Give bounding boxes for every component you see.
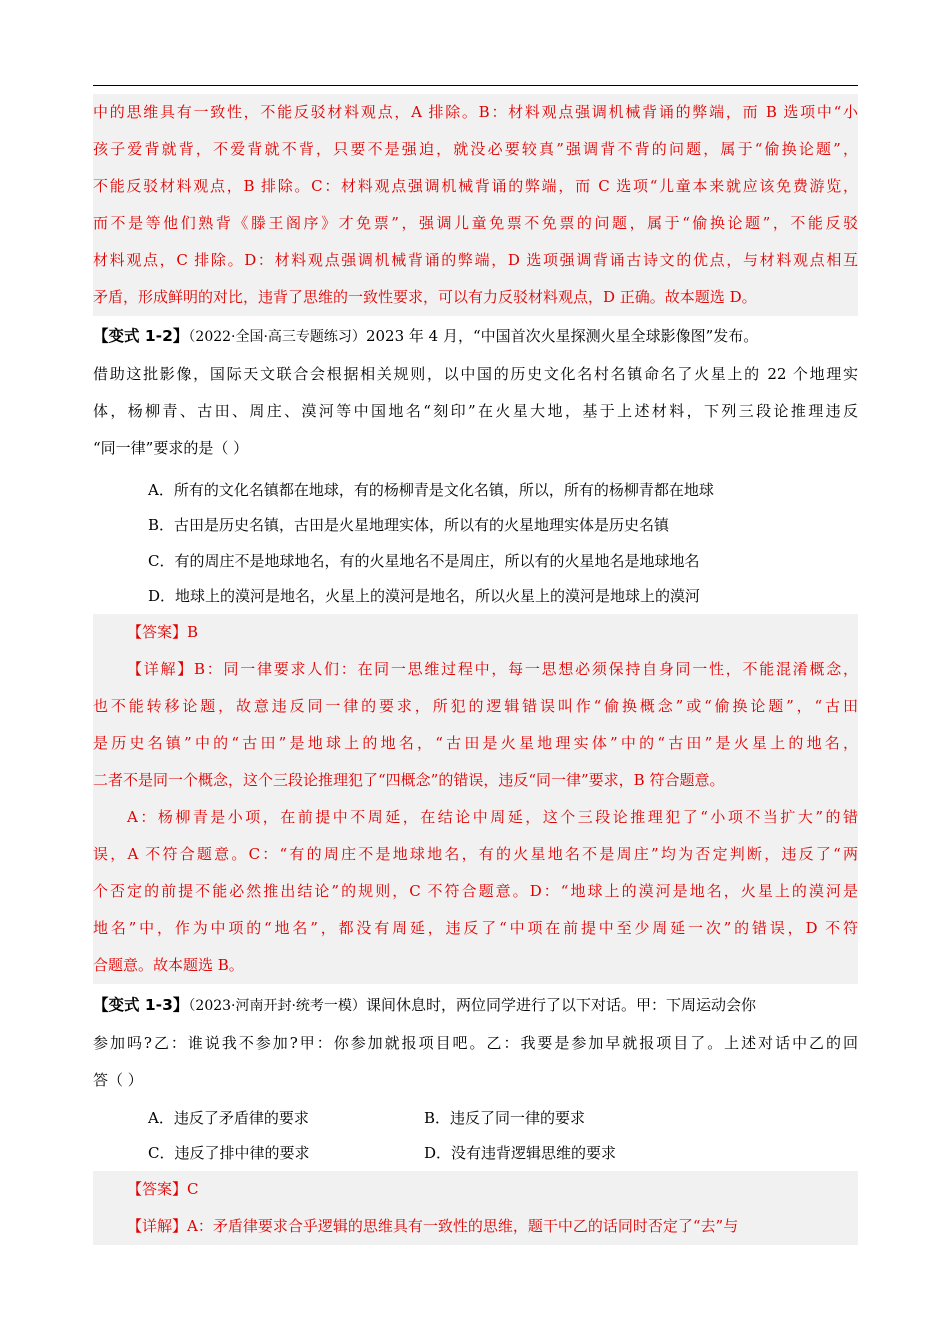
answer-line: [93, 1171, 858, 1208]
explanation-continued: [93, 94, 858, 316]
question-stem-line: 参加吗?乙：谁说我不参加?甲：你参加就报项目吧。乙：我要是参加早就报项目了。上述对话中乙的回: [93, 1034, 858, 1052]
question-stem-text: 课间休息时，两位同学进行了以下对话。甲：下周运动会你: [365, 996, 756, 1014]
detail-line: 地名”中，作为中项的“地名”，都没有周延，违反了“中项在前提中至少周延一次”的错误，D 不符: [93, 919, 858, 937]
header-rule: [93, 85, 858, 86]
option-c: C．有的周庄不是地球地名，有的火星地名不是周庄，所以有的火星地名是地球地名: [148, 552, 700, 570]
question-1-3: [93, 987, 858, 1099]
detail-line: 个否定的前提不能必然推出结论”的规则，C 不符合题意。D：“地球上的漠河是地名，火星上的漠河是: [93, 882, 858, 900]
option-b: B．违反了同一律的要求: [424, 1109, 586, 1127]
answer-label: 【答案】: [127, 1180, 188, 1198]
explanation-line: 中的思维具有一致性，不能反驳材料观点，A 排除。B：材料观点强调机械背诵的弊端，而 B 选项中“小: [93, 103, 858, 121]
question-stem-text: 2023 年 4 月，“中国首次火星探测火星全球影像图”发布。: [365, 327, 759, 345]
detail-text: B：同一律要求人们：在同一思维过程中，每一思想必须保持自身同一性，不能混淆概念，: [193, 660, 858, 678]
answer-value: C: [187, 1180, 199, 1198]
question-label: 【变式 1-3】: [93, 996, 189, 1014]
explanation-line: 材料观点，C 排除。D：材料观点强调机械背诵的弊端，D 选项强调背诵古诗文的优点，与材料观点相互: [93, 251, 858, 269]
explanation-line: 孩子爱背就背，不爱背就不背，只要不是强迫，就没必要较真”强调背不背的问题，属于“偷换论题”，: [93, 140, 858, 158]
detail-line: 也不能转移论题，故意违反同一律的要求，所犯的逻辑错误叫作“偷换概念”或“偷换论题”，“古田: [93, 697, 858, 715]
answer-label: 【答案】: [127, 623, 188, 641]
question-1-2: [93, 318, 858, 467]
detail-first-line: [93, 1208, 858, 1245]
option-d: D．没有违背逻辑思维的要求: [424, 1144, 617, 1162]
question-stem-line: “同一律”要求的是（ ）: [93, 439, 249, 457]
explanation-line: 而不是等他们熟背《滕王阁序》才免票”，强调儿童免票不免票的问题，属于“偷换论题”，不能反驳: [93, 214, 858, 232]
detail-line: A：杨柳青是小项，在前提中不周延，在结论中周延，这个三段论推理犯了“小项不当扩大”的错: [127, 808, 858, 826]
question-source: （2022·全国·高三专题练习）: [188, 329, 366, 345]
detail-line: 合题意。故本题选 B。: [93, 956, 244, 974]
question-stem-line: 答（ ）: [93, 1071, 143, 1089]
question-stem-first-line: [93, 318, 858, 356]
detail-text: A：矛盾律要求合乎逻辑的思维具有一致性的思维，题干中乙的话同时否定了“去”与: [187, 1217, 739, 1235]
detail-label: 【详解】: [127, 660, 194, 678]
option-b: B．古田是历史名镇，古田是火星地理实体，所以有的火星地理实体是历史名镇: [148, 516, 670, 534]
answer-explanation-1-3: [93, 1171, 858, 1245]
question-stem-first-line: [93, 987, 858, 1025]
question-label: 【变式 1-2】: [93, 327, 189, 345]
question-stem-line: 借助这批影像，国际天文联合会根据相关规则，以中国的历史文化名村名镇命名了火星上的 22 个地理实: [93, 365, 858, 383]
answer-line: [93, 614, 858, 651]
option-d: D．地球上的漠河是地名，火星上的漠河是地名，所以火星上的漠河是地球上的漠河: [148, 587, 701, 605]
detail-first-line: [93, 651, 858, 688]
detail-line: 是历史名镇”中的“古田”是地球上的地名，“古田是火星地理实体”中的“古田”是火星上的地名，: [93, 734, 858, 752]
detail-label: 【详解】: [127, 1217, 188, 1235]
option-a: A．违反了矛盾律的要求: [148, 1109, 309, 1127]
answer-explanation-1-2: [93, 614, 858, 984]
question-source: （2023·河南开封·统考一模）: [188, 998, 366, 1014]
explanation-line: 矛盾，形成鲜明的对比，违背了思维的一致性要求，可以有力反驳材料观点，D 正确。故本题选 D。: [93, 288, 757, 306]
detail-line: 误，A 不符合题意。C：“有的周庄不是地球地名，有的火星地名不是周庄”均为否定判断，违反了“两: [93, 845, 858, 863]
explanation-line: 不能反驳材料观点，B 排除。C：材料观点强调机械背诵的弊端，而 C 选项“儿童本来就应该免费游览，: [93, 177, 858, 195]
question-stem-line: 体，杨柳青、古田、周庄、漠河等中国地名“刻印”在火星大地，基于上述材料，下列三段论推理违反: [93, 402, 858, 420]
option-c: C．违反了排中律的要求: [148, 1144, 310, 1162]
detail-line: 二者不是同一个概念，这个三段论推理犯了“四概念”的错误，违反“同一律”要求，B 符合题意。: [93, 771, 725, 789]
option-a: A．所有的文化名镇都在地球，有的杨柳青是文化名镇，所以，所有的杨柳青都在地球: [148, 481, 714, 499]
answer-value: B: [187, 623, 199, 641]
